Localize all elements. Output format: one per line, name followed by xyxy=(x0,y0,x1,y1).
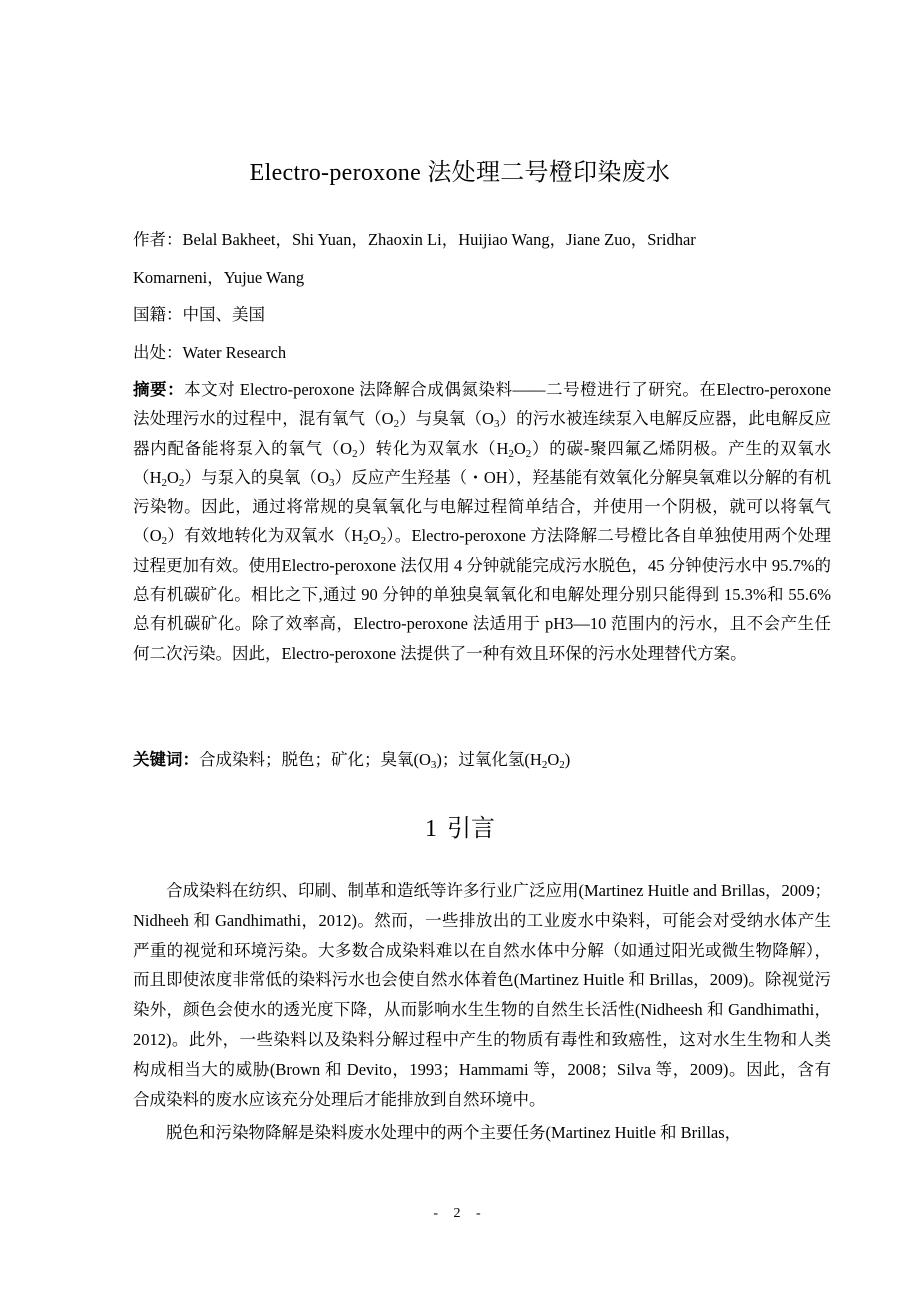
section-heading xyxy=(0,808,920,843)
page-number: - 2 - xyxy=(433,1206,487,1221)
section-number: 1 xyxy=(425,816,437,842)
source-label: 出处： xyxy=(133,343,183,362)
page-title: Electro-peroxone 法处理二号橙印染废水 xyxy=(249,160,671,186)
body-text xyxy=(133,876,831,1148)
source-value: Water Research xyxy=(182,343,287,362)
abstract xyxy=(133,375,831,668)
source-line xyxy=(133,341,833,365)
authors-line-continued: Komarneni，Yujue Wang xyxy=(133,268,305,287)
abstract-label: 摘要： xyxy=(133,380,185,399)
keywords-label: 关键词： xyxy=(133,750,199,769)
paragraph: 脱色和污染物降解是染料废水处理中的两个主要任务(Martinez Huitle 和 Brillas， xyxy=(166,1123,742,1143)
section-title: 引言 xyxy=(447,816,495,842)
nationality-line xyxy=(133,303,833,327)
paragraph: 合成染料在纺织、印刷、制革和造纸等许多行业广泛应用(Martinez Huitle and Brillas，2009；Nidheeh 和 Gandhimathi，2012)。然而，一些排放出的工业废水中染料，可能会对受纳水体产生严重的视觉和环境污染。大多数合成染料难以在自然水体中分解（如通过阳光或微生物降解），而且即使浓度非常低的染料污水也会使自然水体着色(Martinez Huitle 和 Brillas，2009)。除视觉污染外，颜色会使水的透光度下降，从而影响水生生物的自然生长活性(Nidheesh 和 Gandhimathi，2012)。此外，一些染料以及染料分解过程中产生的物质有毒性和致癌性，这对水生生物和人类构成相当大的威胁(Brown 和 Devito，1993；Hammami 等，2008；Silva 等，2009)。因此，含有合成染料的废水应该充分处理后才能排放到自然环境中。 xyxy=(133,881,831,1109)
keywords-text: 合成染料；脱色；矿化；臭氧$(O_3)$；过氧化氢$(H_2O_2)$ xyxy=(199,750,571,771)
nationality-value: 中国、美国 xyxy=(182,305,265,324)
nationality-label: 国籍： xyxy=(133,305,183,324)
keywords xyxy=(133,746,831,774)
authors-label: 作者： xyxy=(133,230,183,249)
authors-line xyxy=(133,228,833,252)
abstract-text: 本文对 Electro-peroxone 法降解合成偶氮染料——二号橙进行了研究。在Electro-peroxone 法处理污水的过程中，混有氧气$(O_2)$与臭氧$(O_3)$的污水被连续泵入电解反应器，此电解反应器内配备能将泵入的氧气$(O_2)$转化为双氧水$(H_2O_2)$的碳-聚四氟乙烯阴极。产生的双氧水$(H_2O_2)$与泵入的臭氧$(O_3)$反应产生羟基（・OH），羟基能有效氧化分解臭氧难以分解的有机污染物。因此，通过将常规的臭氧氧化与电解过程简单结合，并使用一个阴极，就可以将氧气$(O_2)$有效地转化为双氧水$(H_2O_2)$。Electro-peroxone 方法降解二号橙比各自单独使用两个处理过程更加有效。使用Electro-peroxone 法仅用 4 分钟就能完成污水脱色，45 分钟使污水中 95.7%的总有机碳矿化。相比之下,通过 90 分钟的单独臭氧氧化和电解处理分别只能得到 15.3%和 55.6% 总有机碳矿化。除了效率高，Electro-peroxone 法适用于 pH3—10 范围内的污水，且不会产生任何二次污染。因此，Electro-peroxone 法提供了一种有效且环保的污水处理替代方案。 xyxy=(133,380,832,663)
authors-text: Belal Bakheet，Shi Yuan，Zhaoxin Li，Huijiao Wang，Jiane Zuo，Sridhar xyxy=(182,230,696,249)
